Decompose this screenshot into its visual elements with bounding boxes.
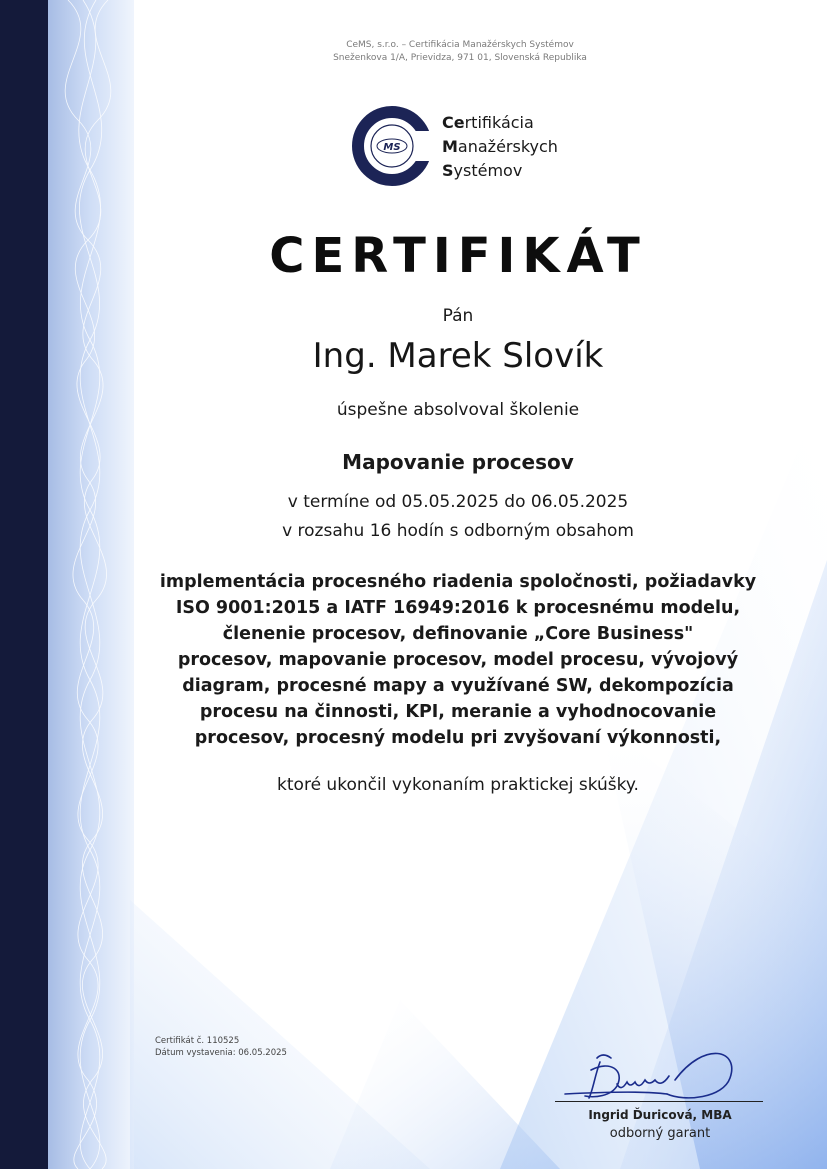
issue-date: Dátum vystavenia: 06.05.2025 (155, 1048, 287, 1058)
course-scope: v rozsahu 16 hodín s odborným obsahom (282, 521, 634, 541)
guilloche-border-ornament (48, 0, 134, 1169)
description-line: implementácia procesného riadenia spoločnosti, požiadavky (159, 572, 757, 592)
course-dates: v termíne od 05.05.2025 do 06.05.2025 (287, 492, 629, 512)
salutation: Pán (442, 306, 474, 326)
description-line: diagram, procesné mapy a využívané SW, dekompozícia (182, 676, 734, 696)
course-content-description (150, 569, 766, 751)
description-line: procesu na činnosti, KPI, meranie a vyhodnocovanie (199, 702, 717, 722)
completion-statement: úspešne absolvoval školenie (336, 400, 580, 420)
logo-wordmark: Certifikácia Manažérskych Systémov (442, 113, 558, 180)
certificate-number: Certifikát č. 110525 (155, 1036, 240, 1046)
description-line: procesov, procesný modelu pri zvyšovaní výkonnosti, (194, 728, 722, 748)
description-line: členenie procesov, definovanie „Core Business" (222, 624, 694, 644)
course-title: Mapovanie procesov (342, 450, 574, 474)
closing-statement: ktoré ukončil vykonaním praktickej skúšky. (277, 775, 639, 795)
issuer-company-line: CeMS, s.r.o. – Certifikácia Manažérskych Systémov (346, 40, 574, 50)
issuer-address-line: Sneženkova 1/A, Prievidza, 971 01, Slovenská Republika (333, 53, 587, 63)
recipient-name: Ing. Marek Slovík (312, 336, 604, 376)
description-line: ISO 9001:2015 a IATF 16949:2016 k procesnému modelu, (175, 598, 741, 618)
description-line: procesov, mapovanie procesov, model procesu, vývojový (177, 650, 739, 670)
certificate-title: CERTIFIKÁT (269, 228, 647, 284)
certificate-meta (155, 1035, 287, 1059)
signature-line (555, 1101, 763, 1102)
logo-emblem-text: MS (383, 142, 401, 153)
left-navy-stripe (0, 0, 48, 1169)
signer-role: odborný garant (609, 1126, 711, 1141)
signer-name: Ingrid Ďuricová, MBA (588, 1108, 732, 1122)
